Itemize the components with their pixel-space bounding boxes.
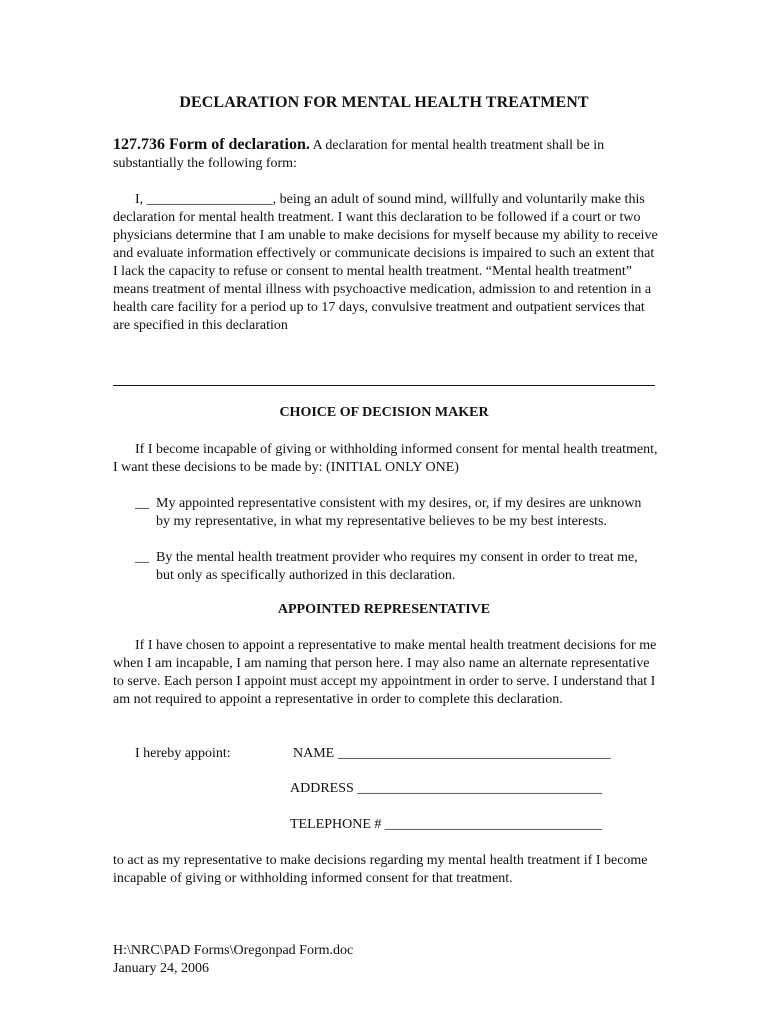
initial-blank[interactable]: __ (135, 496, 149, 511)
choice-paragraph: If I become incapable of giving or withholding informed consent for mental health treatment, I want these decisions to be made by: (INITIAL ONLY ONE) (113, 442, 658, 475)
representative-heading: APPOINTED REPRESENTATIVE (277, 602, 491, 617)
representative-paragraph: If I have chosen to appoint a representative to make mental health treatment decisions for me when I am incapable, I am naming that person here. I may also name an alternate representative to serve. Each person I appoint must accept my appointment in order to serve. I understand that I am not required to appoint a representative in order to complete this declaration. (113, 638, 657, 707)
intro-paragraph (113, 136, 658, 173)
initial-blank[interactable]: __ (135, 550, 149, 565)
footer-path: H:\NRC\PAD Forms\Oregonpad Form.doc (113, 943, 354, 958)
closing-paragraph: to act as my representative to make decisions regarding my mental health treatment if I become incapable of giving or withholding informed consent for that treatment. (113, 853, 648, 886)
document-title: DECLARATION FOR MENTAL HEALTH TREATMENT (179, 94, 589, 111)
footer-date: January 24, 2006 (113, 961, 210, 976)
intro-text: A declaration for mental health treatment shall be in substantially the following form: (113, 138, 605, 171)
appoint-label: I hereby appoint: (135, 746, 231, 761)
option-provider (113, 549, 658, 585)
section-number: 127.736 Form of declaration. (113, 136, 310, 153)
declaration-paragraph: I, __________________, being an adult of sound mind, willfully and voluntarily make this declaration for mental health treatment. I want this declaration to be followed if a court or two physicians determine that I am unable to make decisions for myself because my ability to receive and evaluate information effectively or communicate decisions is impaired to such an extent that I lack the capacity to refuse or consent to mental health treatment. “Mental health treatment” means treatment of mental illness with psychoactive medication, admission to and retention in a health care facility for a period up to 17 days, convulsive treatment and outpatient services that are specified in this declaration (113, 192, 658, 333)
address-row (113, 780, 658, 798)
option-text: My appointed representative consistent with my desires, or, if my desires are unknown by my representative, in what my representative believes to be my best interests. (156, 496, 642, 529)
footer (113, 942, 353, 978)
appoint-row (113, 745, 658, 763)
option-representative (113, 495, 658, 531)
horizontal-rule (113, 385, 655, 386)
name-field[interactable]: NAME _______________________________________ (293, 746, 611, 761)
address-field[interactable]: ADDRESS ___________________________________ (290, 781, 603, 796)
telephone-field[interactable]: TELEPHONE # _______________________________ (290, 817, 602, 832)
telephone-row (113, 816, 658, 834)
option-text: By the mental health treatment provider who requires my consent in order to treat me, but only as specifically authorized in this declaration. (156, 550, 638, 583)
choice-heading: CHOICE OF DECISION MAKER (279, 405, 489, 420)
